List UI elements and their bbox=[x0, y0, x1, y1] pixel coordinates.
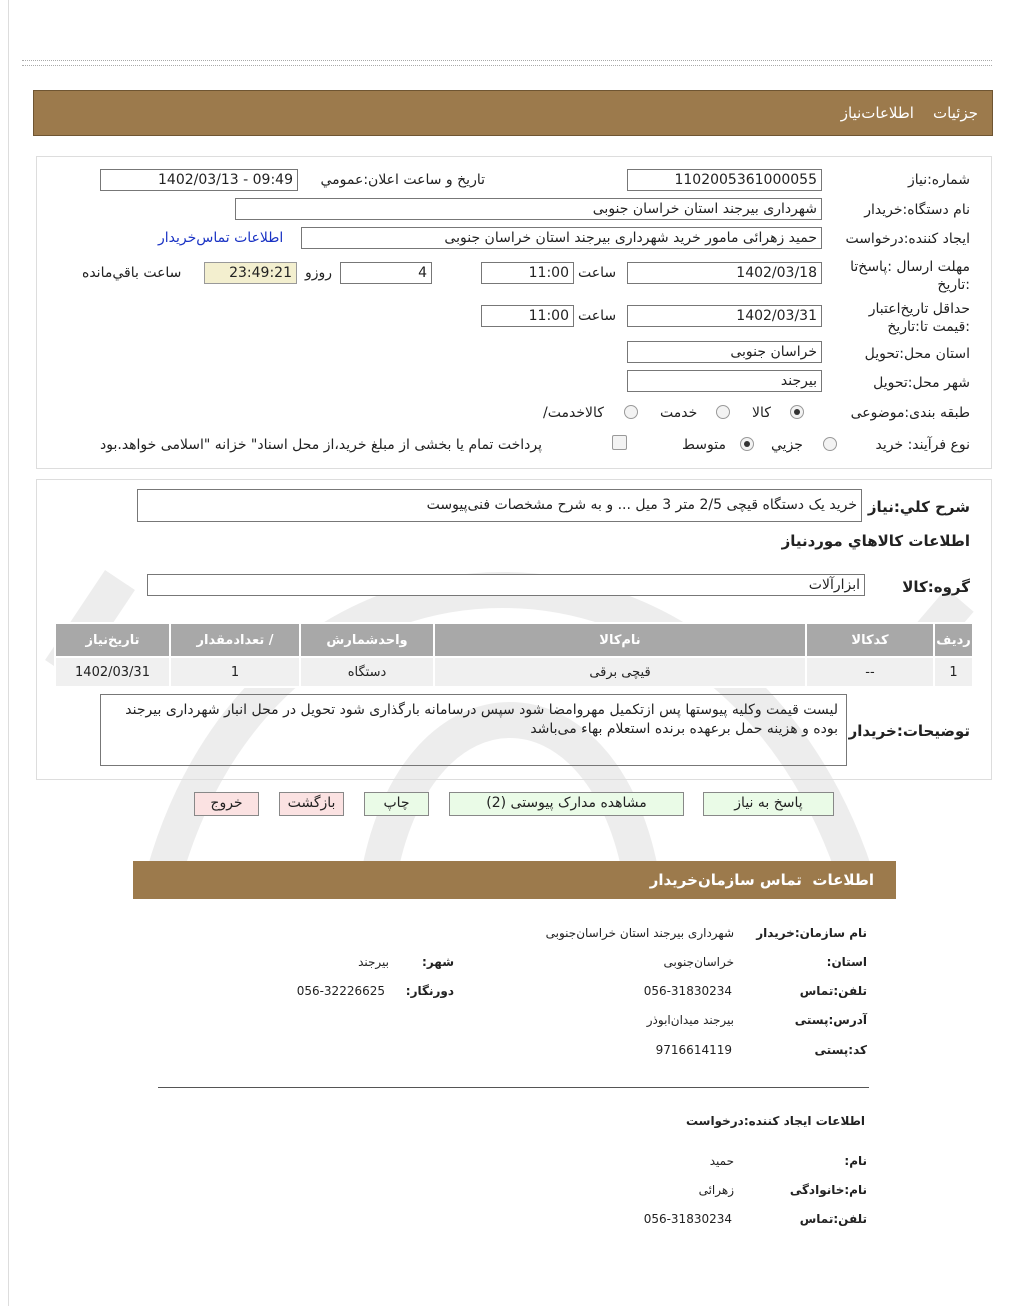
contact-header-title: اطلاعات تماس سازمان‌خریدار bbox=[649, 871, 874, 889]
cell-code: -- bbox=[806, 657, 934, 687]
validity-date-field: 1402/03/31 bbox=[627, 305, 822, 327]
items-title: اطلاعات کالاهاي موردنیاز bbox=[781, 532, 970, 550]
print-button[interactable]: چاپ bbox=[364, 792, 429, 816]
cell-name: قیچی برقی bbox=[434, 657, 806, 687]
creator-field: حمید زهرائی مامور خرید شهرداری بیرجند استان خراسان جنوبی bbox=[301, 227, 822, 249]
contact-divider bbox=[158, 1087, 869, 1088]
validity-label: حداقل تاریخ‌اعتبار :قیمت تا:تاریخ bbox=[868, 301, 970, 335]
days-label: روزو bbox=[305, 265, 333, 281]
back-button[interactable]: بازگشت bbox=[279, 792, 344, 816]
items-header-row bbox=[55, 623, 973, 657]
contact-city-label: :شهر bbox=[422, 955, 454, 969]
treasury-checkbox[interactable] bbox=[612, 435, 627, 450]
radio-medium-label: متوسط bbox=[682, 437, 726, 453]
cell-unit: دستگاه bbox=[300, 657, 434, 687]
province-field: خراسان جنوبی bbox=[627, 341, 822, 363]
buyer-notes-label: توضیحات:خریدار bbox=[848, 722, 970, 740]
radio-goods-service-label: /کالاخدمت bbox=[543, 405, 604, 421]
contact-phone-label: تلفن:تماس bbox=[799, 984, 867, 998]
group-field: ابزارآلات bbox=[147, 574, 865, 596]
creator-name: حمید bbox=[709, 1154, 734, 1168]
desc-label: شرح کلي:نیاز bbox=[867, 498, 970, 516]
creator-info-title: اطلاعات ایجاد کننده:درخواست bbox=[685, 1114, 865, 1128]
buyer-notes-field: لیست قیمت وکلیه پیوستها پس ازتکمیل مهروامضا شود سپس درسامانه بارگذاری شود تحویل در محل انبار شهرداری بیرجند بوده و هزینه حمل برعهده برنده استعلام بهاء می‌باشد bbox=[100, 694, 847, 766]
top-divider bbox=[22, 60, 992, 66]
contact-fax: 056-32226625 bbox=[296, 984, 385, 998]
buyer-contact-link[interactable]: اطلاعات تماس‌خریدار bbox=[158, 230, 284, 246]
col-unit: واحدشمارش bbox=[300, 623, 434, 657]
city-field: بیرجند bbox=[627, 370, 822, 392]
creator-family-label: نام:خانوادگی bbox=[789, 1183, 867, 1197]
buyer-org-label: نام دستگاه:خریدار bbox=[864, 202, 970, 218]
deadline-time-label: ساعت bbox=[578, 265, 617, 281]
creator-label: ایجاد کننده:درخواست bbox=[845, 231, 970, 247]
col-code: کدکالا bbox=[806, 623, 934, 657]
contact-postal: 9716614119 bbox=[655, 1043, 732, 1057]
contact-phone: 056-31830234 bbox=[643, 984, 732, 998]
group-label: گروه:کالا bbox=[902, 578, 970, 596]
radio-partial[interactable] bbox=[823, 437, 837, 451]
city-label: شهر محل:تحویل bbox=[873, 375, 970, 391]
validity-time-label: ساعت bbox=[578, 308, 617, 324]
cell-qty: 1 bbox=[170, 657, 300, 687]
deadline-date-field: 1402/03/18 bbox=[627, 262, 822, 284]
buyer-org-field: شهرداری بیرجند استان خراسان جنوبی bbox=[235, 198, 822, 220]
announce-field: 1402/03/13 - 09:49 bbox=[100, 169, 298, 191]
contact-address: بیرجند میدان‌ابوذر bbox=[646, 1013, 734, 1027]
remaining-time: 23:49:21 bbox=[204, 262, 297, 284]
radio-medium[interactable] bbox=[740, 437, 754, 451]
days-field: 4 bbox=[340, 262, 432, 284]
remaining-label: ساعت باقي‌مانده bbox=[82, 265, 182, 281]
radio-service[interactable] bbox=[716, 405, 730, 419]
need-number-field: 1102005361000055 bbox=[627, 169, 822, 191]
creator-family: زهرائی bbox=[698, 1183, 734, 1197]
cell-date: 1402/03/31 bbox=[55, 657, 170, 687]
contact-header bbox=[133, 861, 896, 899]
col-row: ردیف bbox=[934, 623, 973, 657]
attachments-button[interactable]: مشاهده مدارک پیوستی (2) bbox=[449, 792, 684, 816]
need-number-label: شماره:نیاز bbox=[907, 172, 970, 188]
col-qty: / تعدادمقدار bbox=[170, 623, 300, 657]
deadline-label: مهلت ارسال :پاسخ‌تا :تاریخ bbox=[850, 259, 970, 293]
contact-postal-label: کد:پستی bbox=[814, 1043, 867, 1057]
radio-goods-service[interactable] bbox=[624, 405, 638, 419]
radio-partial-label: جزیي bbox=[771, 437, 803, 453]
details-header bbox=[33, 90, 993, 136]
table-row bbox=[55, 657, 973, 687]
category-label: طبقه بندی:موضوعی bbox=[850, 405, 970, 421]
contact-city: بیرجند bbox=[358, 955, 389, 969]
validity-time-field: 11:00 bbox=[481, 305, 574, 327]
items-table bbox=[54, 622, 974, 688]
contact-province-label: :استان bbox=[826, 955, 867, 969]
radio-goods[interactable] bbox=[790, 405, 804, 419]
details-header-title: جزئیات اطلاعات‌نیاز bbox=[840, 104, 978, 122]
contact-org: شهرداری بیرجند استان خراسان‌جنوبی bbox=[545, 926, 734, 940]
creator-phone-label: تلفن:تماس bbox=[799, 1212, 867, 1226]
contact-org-label: نام سازمان:خریدار bbox=[756, 926, 867, 940]
contact-province: خراسان‌جنوبی bbox=[663, 955, 734, 969]
process-label: نوع فرآیند: خرید bbox=[875, 437, 970, 453]
col-date: تاریخ‌نیاز bbox=[55, 623, 170, 657]
treasury-label: پرداخت تمام یا بخشی از مبلغ خرید،از محل اسناد" خزانه "اسلامی خواهد.بود bbox=[100, 437, 543, 453]
creator-phone: 056-31830234 bbox=[643, 1212, 732, 1226]
radio-service-label: خدمت bbox=[660, 405, 698, 421]
province-label: استان محل:تحویل bbox=[864, 346, 970, 362]
cell-row: 1 bbox=[934, 657, 973, 687]
announce-label: تاریخ و ساعت اعلان:عمومي bbox=[320, 172, 485, 188]
desc-field: خرید یک دستگاه قیچی 2/5 متر 3 میل ... و به شرح مشخصات فنی‌پیوست bbox=[137, 489, 862, 522]
col-name: نام‌کالا bbox=[434, 623, 806, 657]
deadline-time-field: 11:00 bbox=[481, 262, 574, 284]
reply-button[interactable]: پاسخ به نیاز bbox=[703, 792, 834, 816]
creator-name-label: :نام bbox=[844, 1154, 867, 1168]
contact-address-label: آدرس:پستی bbox=[794, 1013, 867, 1027]
contact-fax-label: :دورنگار bbox=[405, 984, 454, 998]
exit-button[interactable]: خروج bbox=[194, 792, 259, 816]
radio-goods-label: کالا bbox=[752, 405, 771, 421]
